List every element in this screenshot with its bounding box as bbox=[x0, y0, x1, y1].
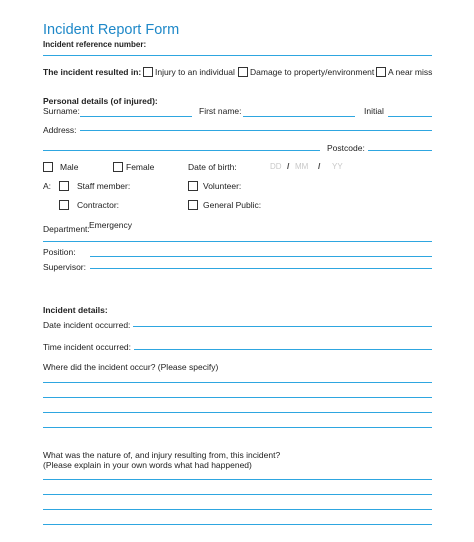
nature-label-line-1: What was the nature of, and injury resulting from, this incident? bbox=[43, 450, 281, 460]
supervisor-line[interactable] bbox=[90, 268, 432, 269]
first-name-line[interactable] bbox=[243, 116, 355, 117]
male-checkbox[interactable] bbox=[43, 162, 53, 172]
date-occurred-label: Date incident occurred: bbox=[43, 320, 131, 330]
near-miss-option-label: A near miss bbox=[388, 67, 433, 77]
date-occurred-line[interactable] bbox=[133, 326, 432, 327]
nature-label-line-2: (Please explain in your own words what had happened) bbox=[43, 460, 252, 470]
form-title: Incident Report Form bbox=[43, 22, 180, 38]
resulted-in-label: The incident resulted in: bbox=[43, 67, 142, 77]
postcode-label: Postcode: bbox=[327, 143, 365, 153]
role-a-label: A: bbox=[43, 181, 52, 191]
general-public-label: General Public: bbox=[203, 200, 262, 210]
nature-line-4[interactable] bbox=[43, 524, 432, 525]
incident-details-heading: Incident details: bbox=[43, 305, 108, 315]
surname-line[interactable] bbox=[80, 116, 192, 117]
where-line-3[interactable] bbox=[43, 412, 432, 413]
nature-line-1[interactable] bbox=[43, 479, 432, 480]
department-label: Department: bbox=[43, 224, 90, 234]
volunteer-label: Volunteer: bbox=[203, 181, 242, 191]
damage-checkbox[interactable] bbox=[238, 67, 248, 77]
staff-member-checkbox[interactable] bbox=[59, 181, 69, 191]
first-name-label: First name: bbox=[199, 106, 242, 116]
department-value: Emergency bbox=[89, 220, 132, 230]
female-label: Female bbox=[126, 162, 155, 172]
position-label: Position: bbox=[43, 247, 76, 257]
contractor-checkbox[interactable] bbox=[59, 200, 69, 210]
where-line-1[interactable] bbox=[43, 382, 432, 383]
nature-line-3[interactable] bbox=[43, 509, 432, 510]
address-line-2[interactable] bbox=[43, 150, 320, 151]
time-occurred-label: Time incident occurred: bbox=[43, 342, 132, 352]
postcode-line[interactable] bbox=[368, 150, 432, 151]
male-label: Male bbox=[60, 162, 79, 172]
time-occurred-line[interactable] bbox=[134, 349, 432, 350]
surname-label: Surname: bbox=[43, 106, 80, 116]
where-occurred-label: Where did the incident occur? (Please specify) bbox=[43, 362, 219, 372]
supervisor-label: Supervisor: bbox=[43, 262, 86, 272]
staff-member-label: Staff member: bbox=[77, 181, 131, 191]
department-line[interactable] bbox=[43, 241, 432, 242]
damage-option-label: Damage to property/environment bbox=[250, 67, 375, 77]
where-line-2[interactable] bbox=[43, 397, 432, 398]
personal-details-heading: Personal details (of injured): bbox=[43, 96, 158, 106]
dob-day-placeholder[interactable]: DD bbox=[270, 162, 282, 171]
dob-separator-1: / bbox=[287, 161, 290, 171]
nature-line-2[interactable] bbox=[43, 494, 432, 495]
where-line-4[interactable] bbox=[43, 427, 432, 428]
general-public-checkbox[interactable] bbox=[188, 200, 198, 210]
dob-separator-2: / bbox=[318, 161, 321, 171]
female-checkbox[interactable] bbox=[113, 162, 123, 172]
near-miss-checkbox[interactable] bbox=[376, 67, 386, 77]
reference-label: Incident reference number: bbox=[43, 40, 147, 49]
initial-line[interactable] bbox=[388, 116, 432, 117]
address-label: Address: bbox=[43, 125, 77, 135]
injury-checkbox[interactable] bbox=[143, 67, 153, 77]
dob-label: Date of birth: bbox=[188, 162, 237, 172]
reference-line[interactable] bbox=[43, 55, 432, 56]
contractor-label: Contractor: bbox=[77, 200, 120, 210]
dob-year-placeholder[interactable]: YY bbox=[332, 162, 343, 171]
position-line[interactable] bbox=[90, 256, 432, 257]
initial-label: Initial bbox=[364, 106, 384, 116]
volunteer-checkbox[interactable] bbox=[188, 181, 198, 191]
address-line-1[interactable] bbox=[80, 130, 432, 131]
injury-option-label: Injury to an individual bbox=[155, 67, 235, 77]
dob-month-placeholder[interactable]: MM bbox=[295, 162, 309, 171]
